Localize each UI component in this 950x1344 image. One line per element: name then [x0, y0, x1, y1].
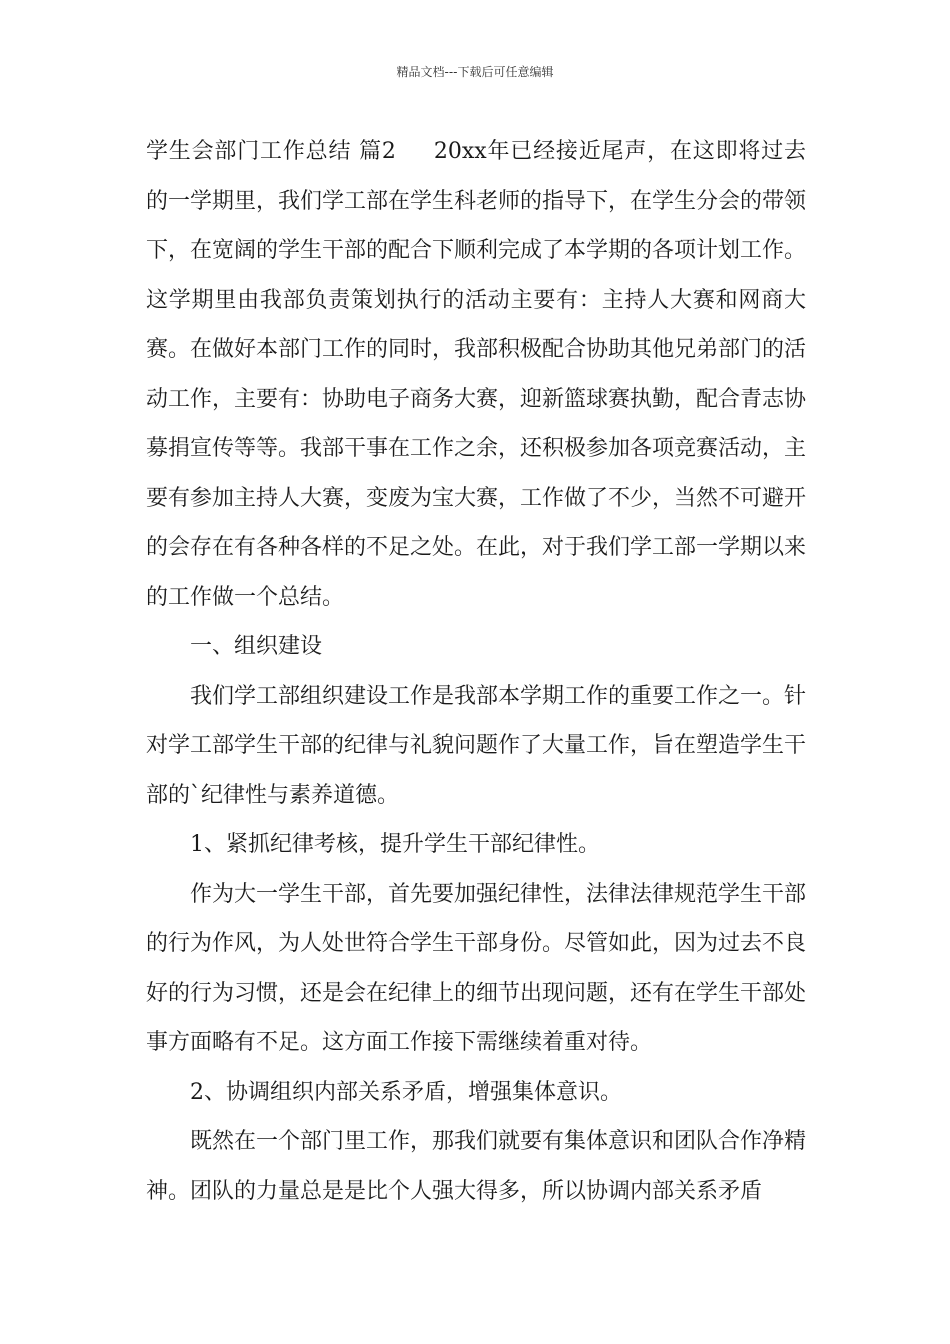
subheading-coordination: 2、协调组织内部关系矛盾，增强集体意识。 [190, 1079, 622, 1105]
paragraph-organization: 我们学工部组织建设工作是我部本学期工作的重要工作之一。针对学工部学生干部的纪律与礼貌问题作了大量工作，旨在塑造学生干部的`纪律性与素养道德。 [146, 683, 807, 808]
paragraph-coordination: 既然在一个部门里工作，那我们就要有集体意识和团队合作净精神。团队的力量总是是比个人强大得多，所以协调内部关系矛盾 [146, 1129, 807, 1204]
section-heading-organization: 一、组织建设 [190, 634, 323, 659]
document-title: 学生会部门工作总结 篇2 [146, 139, 396, 164]
intro-paragraph [146, 127, 806, 622]
subheading-discipline: 1、紧抓纪律考核，提升学生干部纪律性。 [190, 832, 600, 857]
paragraph-discipline: 作为大一学生干部，首先要加强纪律性，法律法律规范学生干部的行为作风，为人处世符合学生干部身份。尽管如此，因为过去不良好的行为习惯，还是会在纪律上的细节出现问题，还有在学生干部处事方面略有不足。这方面工作接下需继续着重对待。 [146, 881, 807, 1055]
intro-text: 20xx年已经接近尾声，在这即将过去的一学期里，我们学工部在学生科老师的指导下，在学生分会的带领下，在宽阔的学生干部的配合下顺利完成了本学期的各项计划工作。这学期里由我部负责策划执行的活动主要有：主持人大赛和网商大赛。在做好本部门工作的同时，我部积极配合协助其他兄弟部门的活动工作，主要有：协助电子商务大赛，迎新篮球赛执勤，配合青志协募捐宣传等等。我部干事在工作之余，还积极参加各项竞赛活动，主要有参加主持人大赛，变废为宝大赛，工作做了不少，当然不可避开的会存在有各种各样的不足之处。在此，对于我们学工部一学期以来的工作做一个总结。 [146, 139, 807, 610]
page-header: 精品文档---下载后可任意编辑 [396, 65, 554, 79]
document-body [146, 127, 806, 1216]
